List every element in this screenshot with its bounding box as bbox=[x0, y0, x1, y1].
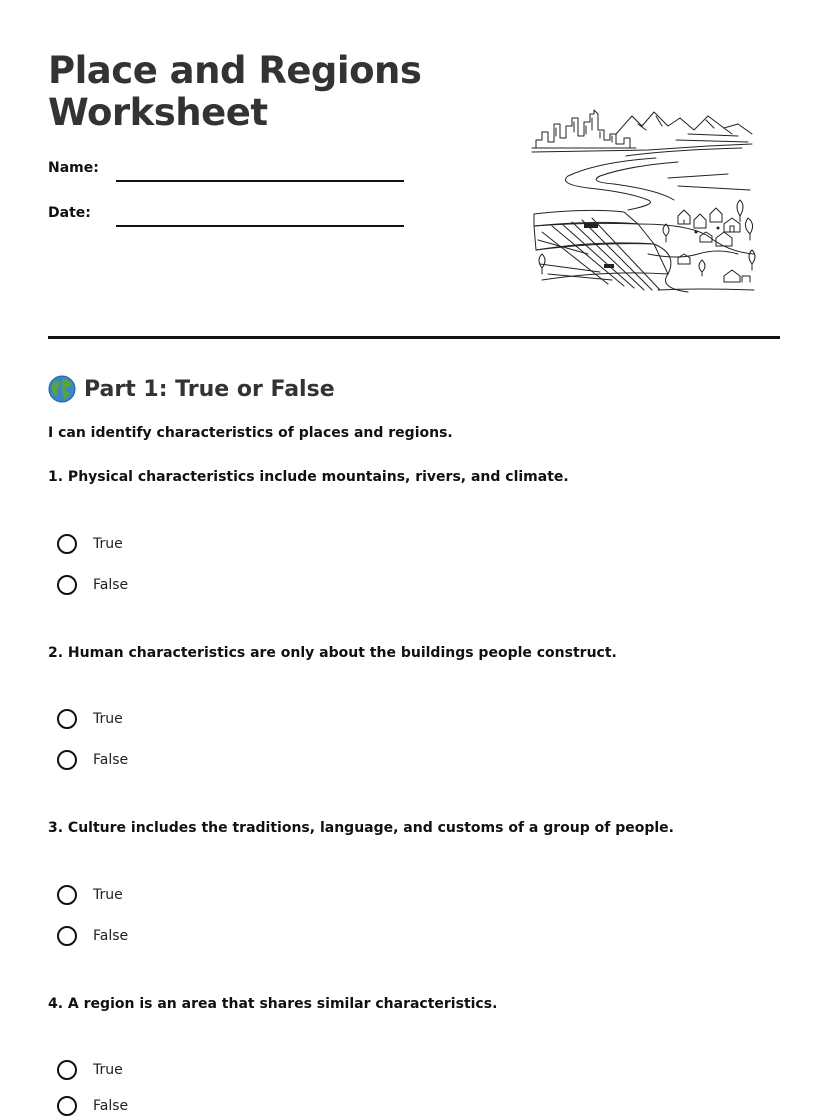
q3-true-radio[interactable] bbox=[57, 885, 77, 905]
q4-false-radio[interactable] bbox=[57, 1096, 77, 1116]
section-divider bbox=[48, 336, 780, 339]
title-line-1: Place and Regions bbox=[48, 49, 422, 92]
q1-false-label: False bbox=[93, 577, 129, 593]
part1-heading bbox=[48, 374, 335, 404]
q1-true-radio[interactable] bbox=[57, 534, 77, 554]
worksheet-title bbox=[48, 50, 421, 134]
question-2: 2. Human characteristics are only about the buildings people construct. bbox=[48, 645, 617, 661]
part1-title: Part 1: True or False bbox=[84, 376, 335, 402]
q1-false-radio[interactable] bbox=[57, 575, 77, 595]
q2-option-false[interactable] bbox=[57, 748, 128, 772]
q4-option-false[interactable] bbox=[57, 1094, 128, 1118]
landscape-illustration-icon bbox=[528, 104, 760, 296]
q3-false-radio[interactable] bbox=[57, 926, 77, 946]
q4-true-label: True bbox=[93, 1062, 123, 1078]
title-line-2: Worksheet bbox=[48, 91, 268, 134]
date-field-row bbox=[48, 205, 408, 229]
q3-true-label: True bbox=[93, 887, 123, 903]
q2-false-radio[interactable] bbox=[57, 750, 77, 770]
q2-true-radio[interactable] bbox=[57, 709, 77, 729]
q4-true-radio[interactable] bbox=[57, 1060, 77, 1080]
question-1: 1. Physical characteristics include mountains, rivers, and climate. bbox=[48, 469, 569, 485]
question-3: 3. Culture includes the traditions, language, and customs of a group of people. bbox=[48, 820, 674, 836]
date-blank-line[interactable] bbox=[116, 225, 404, 227]
learning-objective: I can identify characteristics of places and regions. bbox=[48, 425, 453, 441]
q1-option-true[interactable] bbox=[57, 532, 123, 556]
q3-false-label: False bbox=[93, 928, 129, 944]
q2-true-label: True bbox=[93, 711, 123, 727]
date-label: Date: bbox=[48, 205, 91, 221]
q3-option-true[interactable] bbox=[57, 883, 123, 907]
q1-true-label: True bbox=[93, 536, 123, 552]
name-blank-line[interactable] bbox=[116, 180, 404, 182]
question-4: 4. A region is an area that shares similar characteristics. bbox=[48, 996, 498, 1012]
name-field-row bbox=[48, 160, 408, 184]
q2-option-true[interactable] bbox=[57, 707, 123, 731]
q1-option-false[interactable] bbox=[57, 573, 128, 597]
globe-icon bbox=[48, 375, 76, 403]
q4-false-label: False bbox=[93, 1098, 129, 1114]
q3-option-false[interactable] bbox=[57, 924, 128, 948]
q4-option-true[interactable] bbox=[57, 1058, 123, 1082]
name-label: Name: bbox=[48, 160, 99, 176]
q2-false-label: False bbox=[93, 752, 129, 768]
